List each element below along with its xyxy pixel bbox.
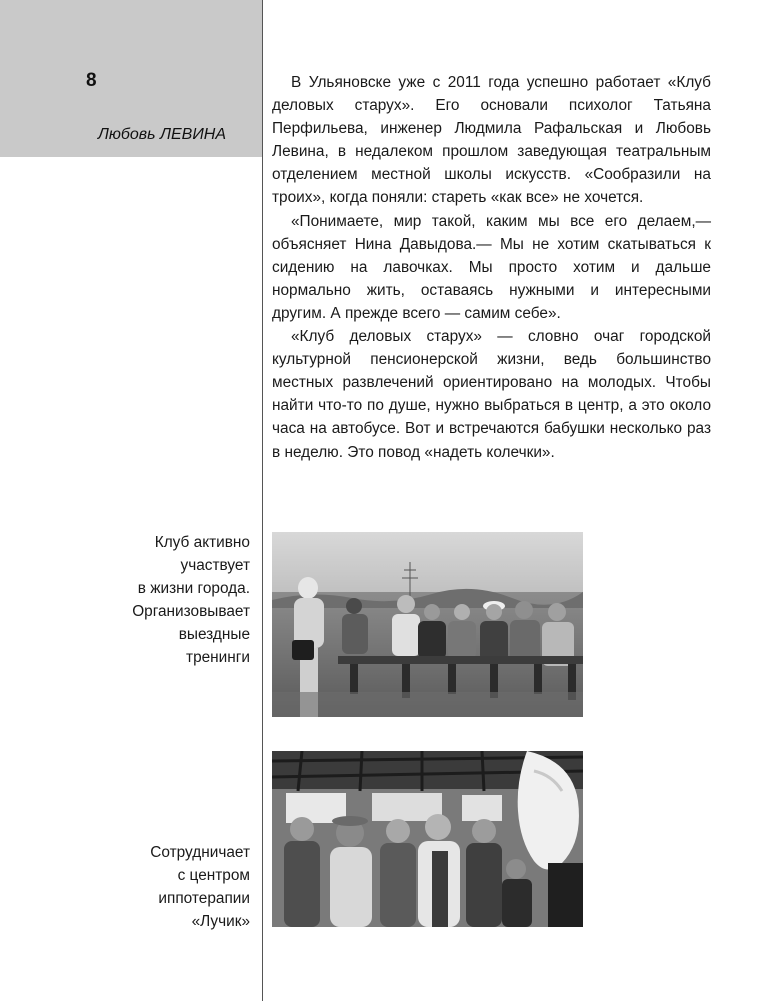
caption-1-line: тренинги (186, 649, 250, 667)
photo-outdoor-group-image (272, 532, 583, 717)
photo-caption-2 (150, 841, 250, 933)
column-divider (262, 0, 263, 1001)
article-paragraph-1: В Ульяновске уже с 2011 года успешно работает «Клуб деловых старух». Его основали психолог Татьяна Перфильева, инженер Людмила Рафальская и Любовь Левина, в недалеком прошлом заведующая театральным отделением местной школы искусств. «Сообразили на троих», когда поняли: стареть «как все» не хочется. (272, 74, 711, 207)
article-paragraph-2: «Понимаете, мир такой, каким мы все его делаем,— объясняет Нина Давыдова.— Мы не хотим скатываться к сидению на лавочках. Мы просто хотим и дальше нормально жить, оставаясь нужными и интересными другим. А прежде всего — самим себе». (272, 212, 711, 322)
caption-1-line: участвует (180, 557, 250, 575)
caption-2-line: Сотрудничает (150, 844, 250, 861)
caption-2-line: иппотерапии (158, 890, 250, 908)
author-name: Любовь ЛЕВИНА (97, 126, 226, 143)
photo-caption-1 (132, 531, 250, 670)
caption-1-line: выездные (178, 626, 250, 644)
photo-horse-center-image (272, 751, 583, 927)
caption-1-line: Клуб активно (154, 534, 250, 551)
photo-horse-center (272, 751, 583, 927)
article-paragraph-3: «Клуб деловых старух» — словно очаг городской культурной пенсионерской жизни, ведь большинство местных развлечений ориентировано на молодых. Чтобы найти что-то по душе, нужно выбраться в центр, а это около часа на автобусе. Вот и встречаются бабушки несколько раз в неделю. Это повод «надеть колечки». (272, 328, 711, 461)
caption-1-line: в жизни города. (137, 580, 250, 598)
caption-2-line: с центром (177, 867, 250, 885)
caption-2-line: «Лучик» (191, 913, 250, 931)
page-number: 8 (86, 70, 97, 91)
caption-1-line: Организовывает (132, 603, 250, 621)
article-body (272, 71, 711, 464)
photo-outdoor-group (272, 532, 583, 717)
